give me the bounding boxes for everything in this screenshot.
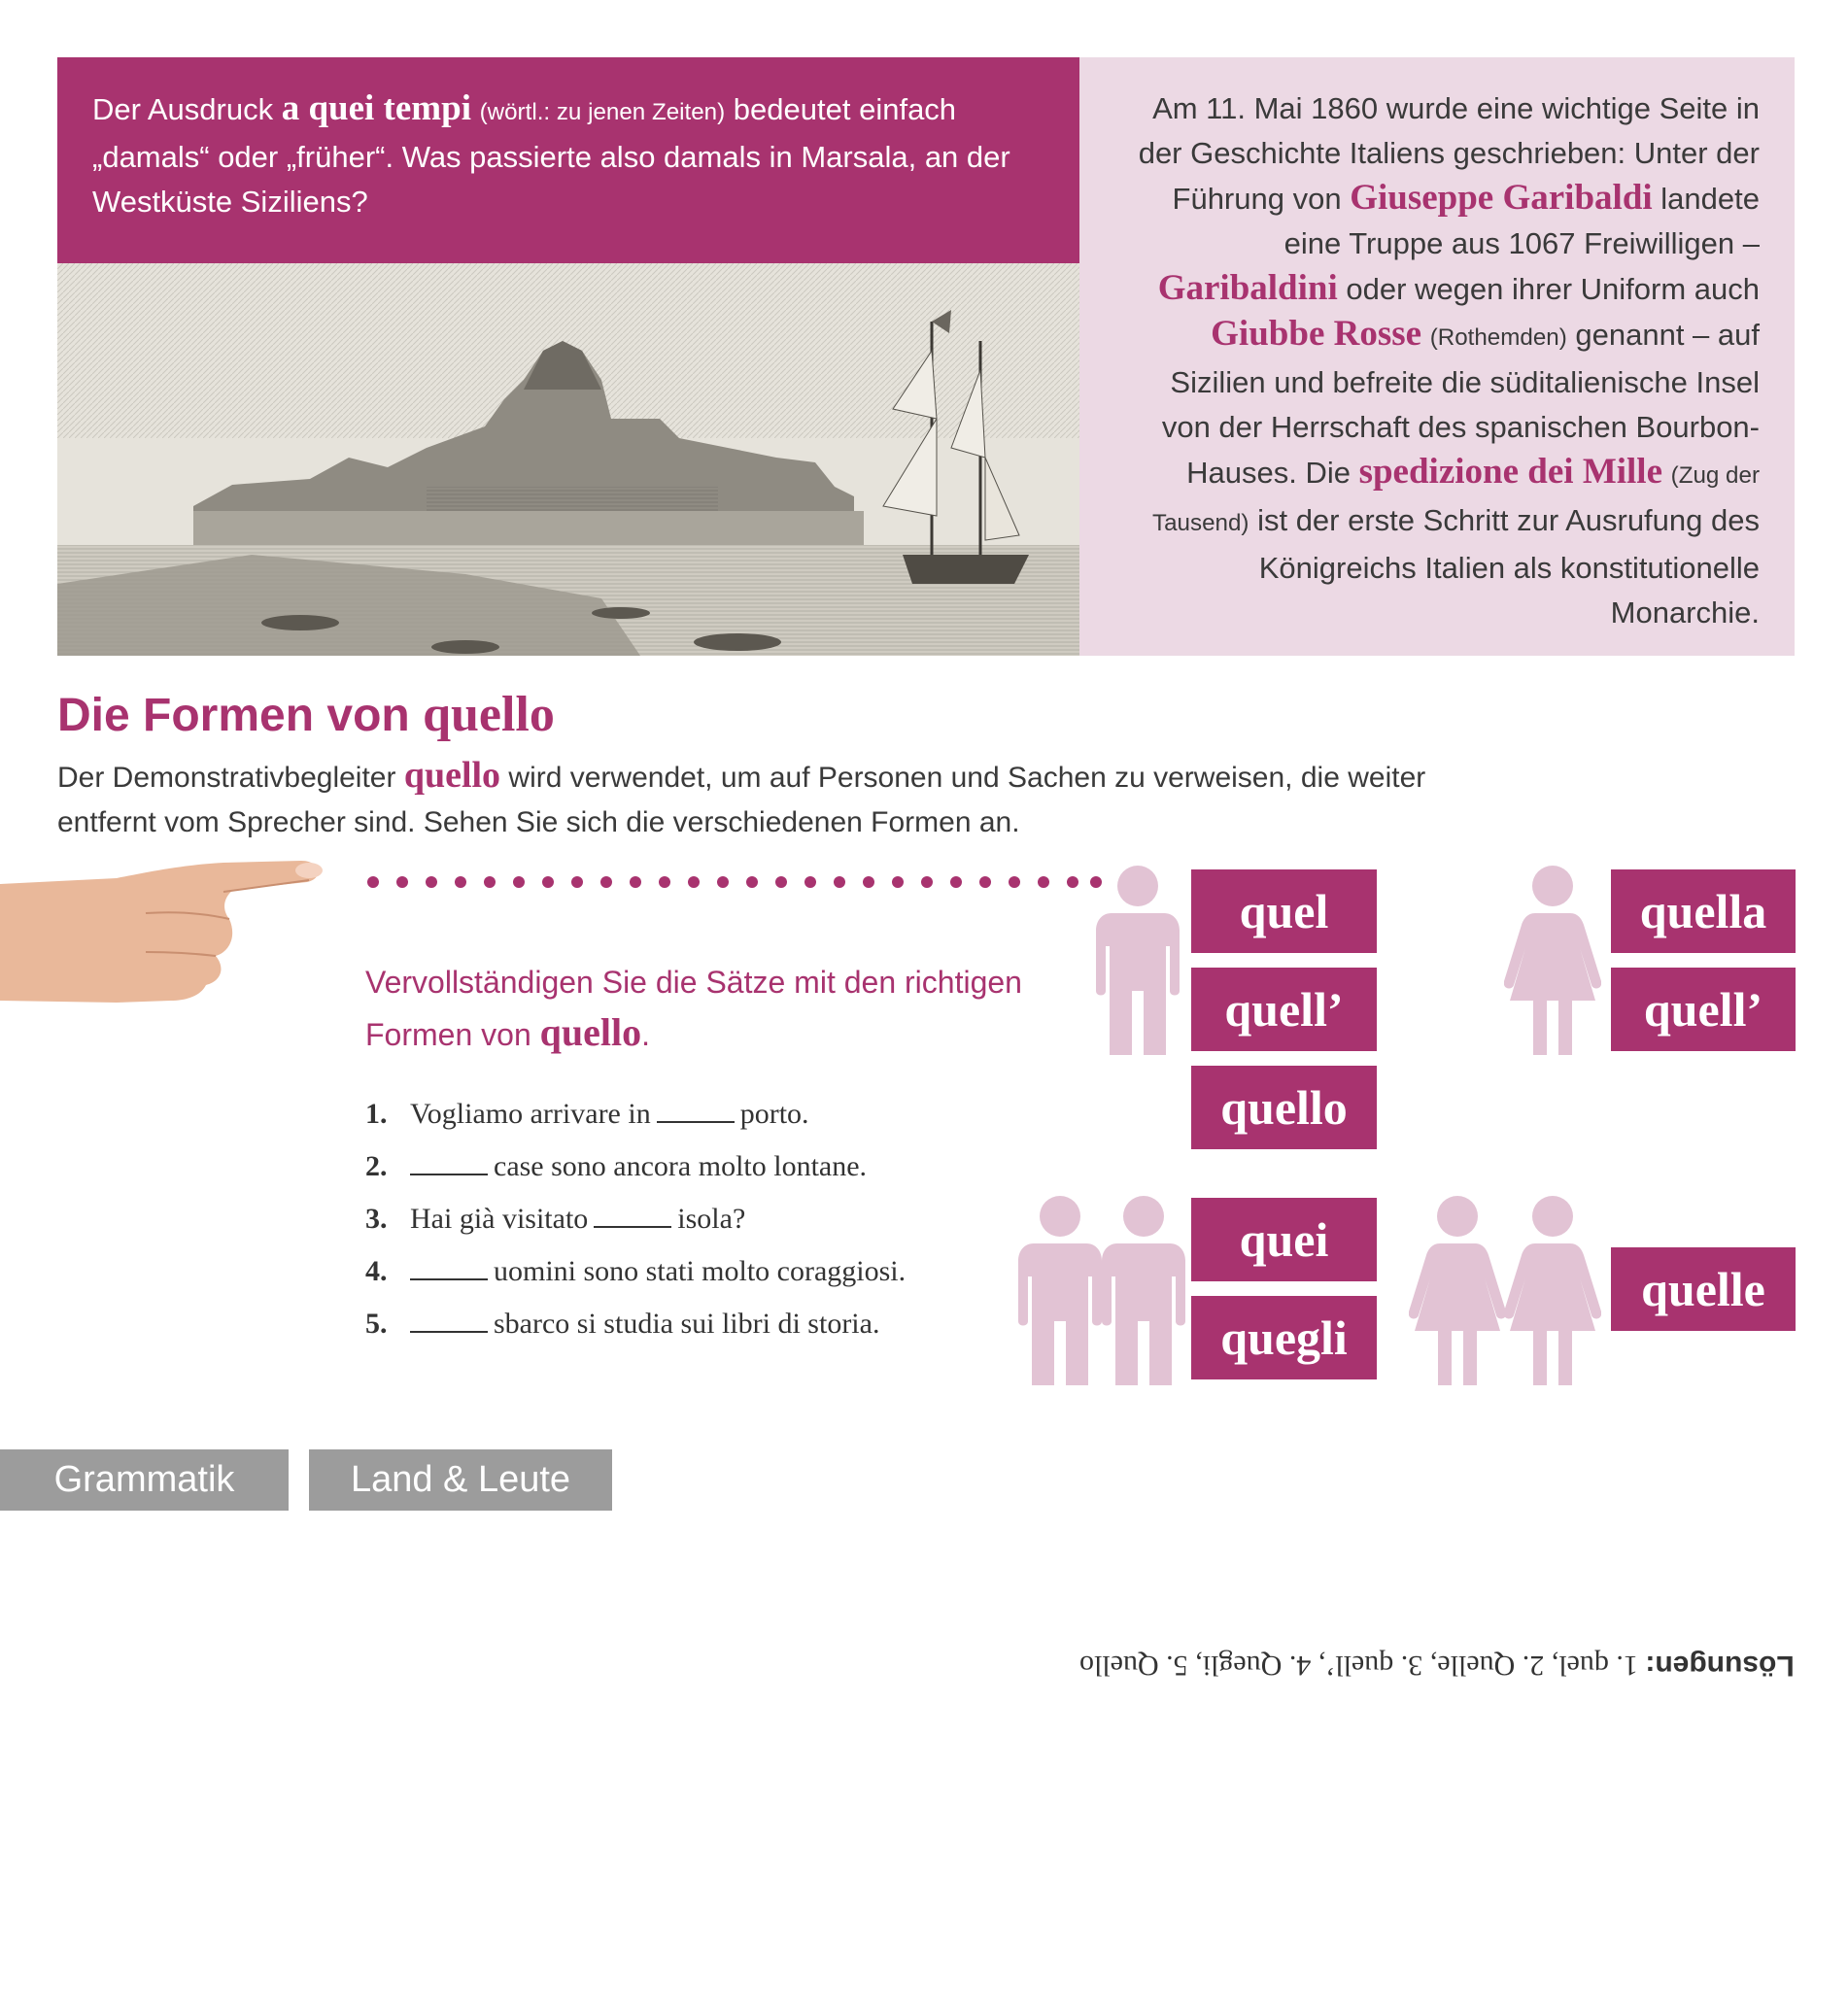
exercise-list [365,1088,906,1350]
item-number: 1. [365,1098,388,1130]
form-quelle: quelle [1611,1247,1796,1331]
male-figure-icon [1018,1195,1102,1385]
form-quel: quel [1191,869,1377,953]
section-description [57,753,1495,845]
heading-word: quello [423,687,555,742]
male-figure-icon [1102,1195,1185,1385]
form-quegli: quegli [1191,1296,1377,1379]
intro-gloss: (wörtl.: zu jenen Zeiten) [479,99,726,125]
pointing-hand-image [0,855,335,1010]
item-number: 2. [365,1150,388,1182]
history-text: landete eine Truppe aus 1067 Freiwilligen – [1283,182,1760,260]
solutions-label: Lösungen: [1645,1650,1795,1682]
answer-blank[interactable] [410,1255,488,1280]
intro-text: Der Ausdruck [92,92,282,126]
dotted-pointer-line [365,874,1104,890]
term-giubbe-rosse: Giubbe Rosse [1211,314,1422,354]
solutions-text: 1. quel, 2. Quelle, 3. quell’, 4. Quegli, 5. Quello [1079,1650,1646,1682]
history-text: Am 11. Mai 1860 wurde eine wichtige Seite in der Geschichte Italiens geschrieben: Unter der Führung von [1138,91,1760,216]
term-garibaldini: Garibaldini [1157,268,1338,308]
form-quell-masc: quell’ [1191,968,1377,1051]
instruction-word: quello [539,1010,642,1054]
desc-text: wird verwendet, um auf Personen und Sachen zu verweisen, die weiter entfernt vom Sprecher sind. Sehen Sie sich die verschiedenen Formen an. [57,762,1426,838]
instruction-text: . [641,1017,650,1052]
desc-text: Der Demonstrativbegleiter [57,762,404,794]
exercise-item [365,1193,906,1245]
exercise-instruction [365,957,1065,1060]
female-figure-icon [1504,1195,1601,1385]
history-text: ist der erste Schritt zur Ausrufung des Königreichs Italien als konstitutionelle Monarchie. [1249,503,1760,630]
answer-blank[interactable] [594,1203,671,1228]
gloss-rothemden: (Rothemden) [1429,324,1567,351]
exercise-item [365,1088,906,1140]
item-text: uomini sono stati molto coraggiosi. [494,1255,907,1287]
section-heading [57,686,555,743]
item-text: case sono ancora molto lontane. [494,1150,868,1182]
exercise-item [365,1140,906,1193]
gloss-zug: (Zug der Tausend) [1152,462,1760,536]
form-quella: quella [1611,869,1796,953]
item-number: 3. [365,1203,388,1235]
female-figure-icon [1409,1195,1506,1385]
item-text: porto. [739,1098,809,1130]
exercise-item [365,1245,906,1298]
female-figure-icon [1504,865,1601,1055]
intro-term: a quei tempi [281,88,471,128]
intro-box [57,57,1079,263]
answer-blank[interactable] [410,1308,488,1333]
history-text: oder wegen ihrer Uniform auch [1337,272,1760,306]
instruction-text: Vervollständigen Sie die Sätze mit den richtigen Formen von [365,965,1022,1052]
item-text: sbarco si studia sui libri di storia. [494,1308,880,1340]
history-box [1079,57,1795,656]
form-quello: quello [1191,1066,1377,1149]
term-garibaldi: Giuseppe Garibaldi [1350,178,1653,218]
male-figure-icon [1096,865,1180,1055]
item-text: Vogliamo arrivare in [410,1098,651,1130]
item-number: 5. [365,1308,388,1340]
marsala-engraving-image [57,263,1079,656]
answer-blank[interactable] [657,1098,735,1123]
heading-text: Die Formen von [57,690,424,741]
exercise-item [365,1298,906,1350]
solutions-upside-down [1079,1649,1795,1682]
tab-land-leute[interactable]: Land & Leute [309,1449,612,1511]
tab-grammatik[interactable]: Grammatik [0,1449,289,1511]
history-text: genannt – auf Sizilien und befreite die süditalienische Insel von der Herrschaft des spanischen Bourbon-Hauses. Die [1161,318,1760,490]
desc-word: quello [403,755,501,796]
answer-blank[interactable] [410,1150,488,1175]
item-text: isola? [677,1203,746,1235]
form-quei: quei [1191,1198,1377,1281]
form-quell-fem: quell’ [1611,968,1796,1051]
term-spedizione: spedizione dei Mille [1358,452,1663,492]
item-text: Hai già visitato [410,1203,589,1235]
intro-text-cont: bedeutet einfach „damals“ oder „früher“. Was passierte also damals in Marsala, an der Westküste Siziliens? [92,92,1010,219]
item-number: 4. [365,1255,388,1287]
